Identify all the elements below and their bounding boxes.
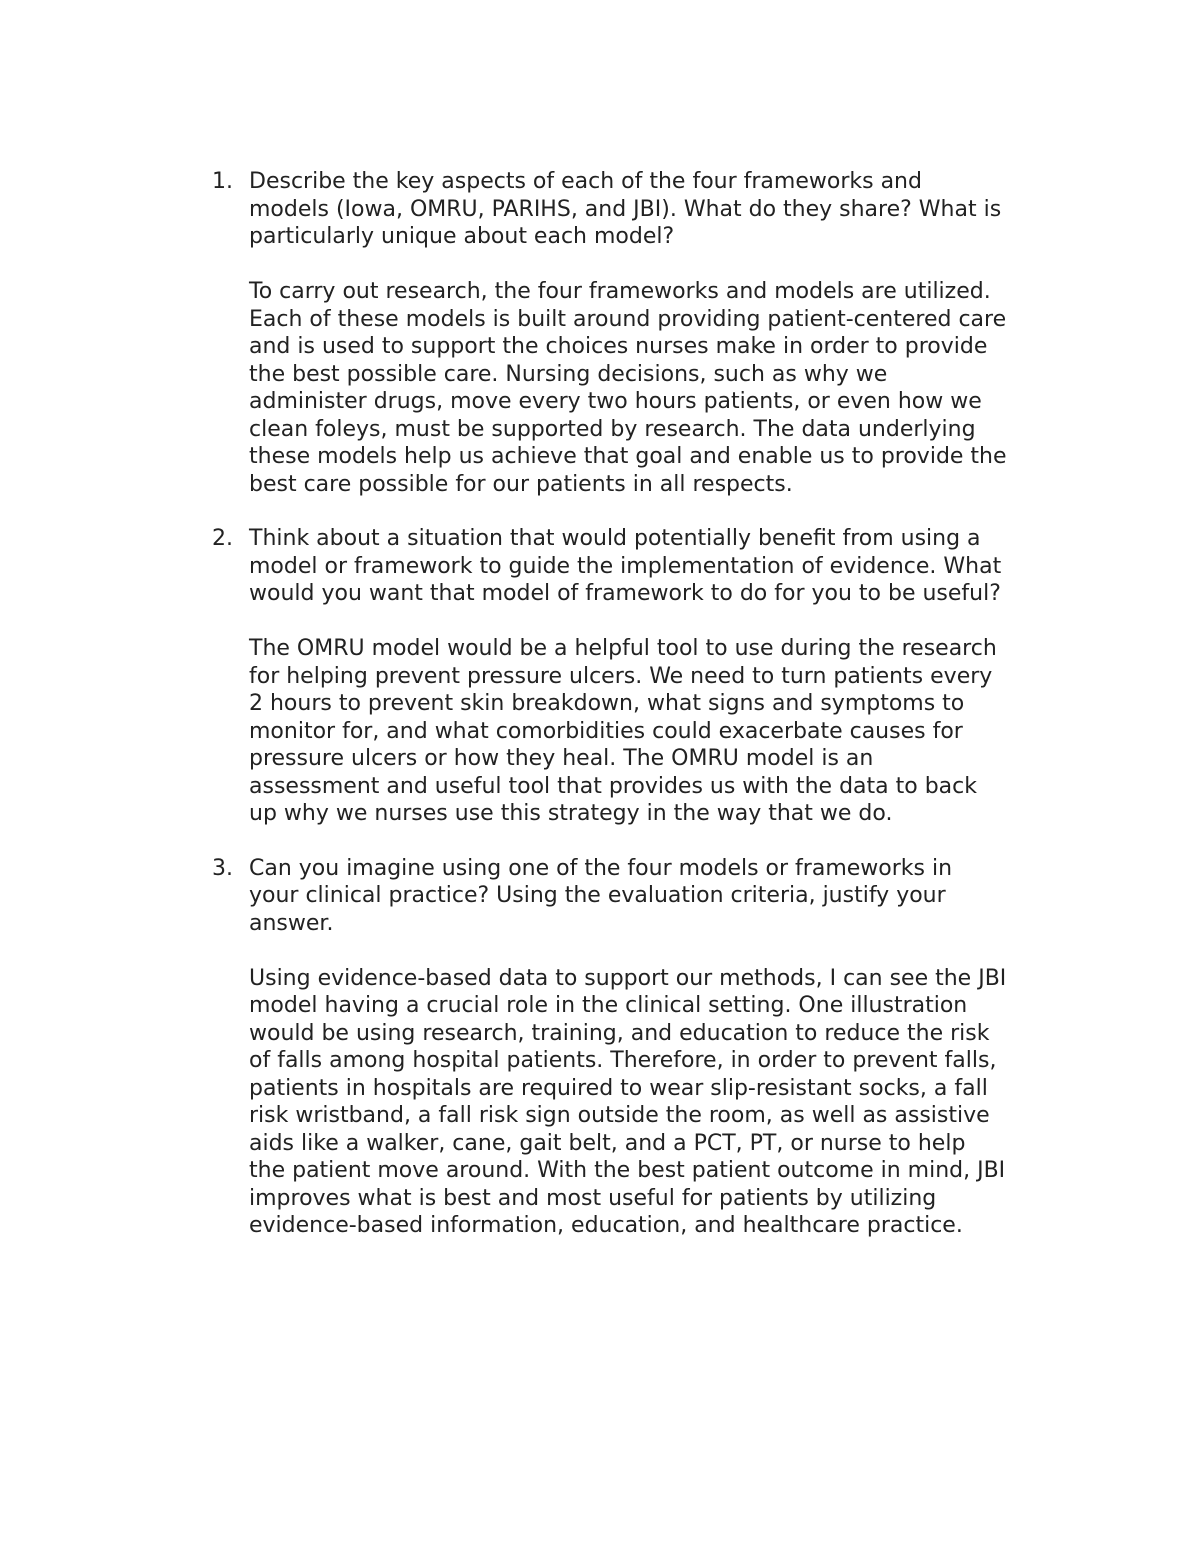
item-number: 2.: [212, 526, 233, 551]
answer-text: To carry out research, the four frameworks and models are utilized. Each of these models is built around providing patient-centered care and is used to support the choices nurses make in order to provide the best possible care. Nursing decisions, such as why we administer drugs, move every two hours patients, or even how we clean foleys, must be supported by research. The data underlying these models help us achieve that goal and enable us to provide the best care possible for our patients in all respects.: [249, 279, 1007, 497]
list-item: [208, 855, 1088, 1240]
list-item: [208, 168, 1088, 498]
list-item: [208, 525, 1088, 828]
question-text: Can you imagine using one of the four models or frameworks in your clinical practice? Using the evaluation criteria, justify your answer.: [249, 855, 953, 936]
answer-text: The OMRU model would be a helpful tool to use during the research for helping prevent pressure ulcers. We need to turn patients every 2 hours to prevent skin breakdown, what signs and symptoms to monitor for, and what comorbidities could exacerbate causes for pressure ulcers or how they heal. The OMRU model is an assessment and useful tool that provides us with the data to back up why we nurses use this strategy in the way that we do.: [249, 636, 997, 826]
question-list: [208, 168, 1088, 1267]
question-text: Think about a situation that would potentially benefit from using a model or framework to guide the implementation of evidence. What would you want that model of framework to do for you to be useful?: [249, 526, 1002, 606]
item-number: 3.: [212, 855, 233, 881]
item-number: 1.: [212, 169, 233, 194]
question-text: Describe the key aspects of each of the four frameworks and models (Iowa, OMRU, PARIHS, and JBI). What do they share? What is particularly unique about each model?: [249, 169, 1002, 249]
answer-text: Using evidence-based data to support our methods, I can see the JBI model having a crucial role in the clinical setting. One illustration would be using research, training, and education to reduce the risk of falls among hospital patients. Therefore, in order to prevent falls, patients in hospitals are required to wear slip-resistant socks, a fall risk wristband, a fall risk sign outside the room, as well as assistive aids like a walker, cane, gait belt, and a PCT, PT, or nurse to help the patient move around. With the best patient outcome in mind, JBI improves what is best and most useful for patients by utilizing evidence-based information, education, and healthcare practice.: [249, 965, 1007, 1238]
